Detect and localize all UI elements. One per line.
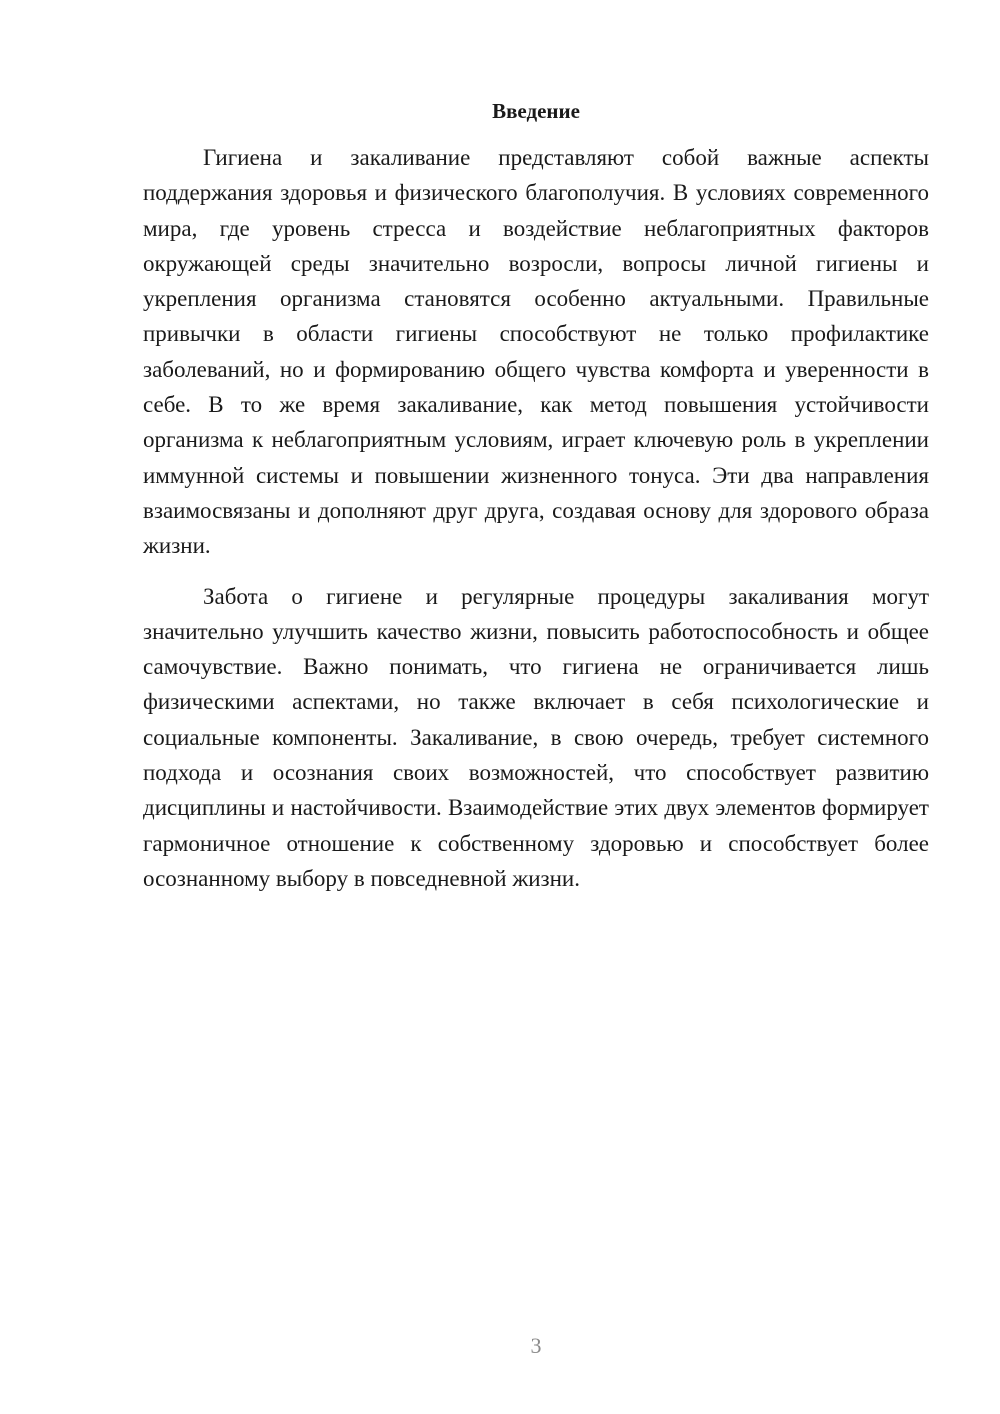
section-title: Введение <box>492 99 580 123</box>
page-number: 3 <box>530 1333 542 1358</box>
paragraph-2: Забота о гигиене и регулярные процедуры закаливания могут значительно улучшить качество жизни, повысить работоспособность и общее самочувствие. Важно понимать, что гигиена не ограничивается лишь физическими аспектами, но также включает в себя психологические и социальные компоненты. Закаливание, в свою очередь, требует системного подхода и осознания своих возможностей, что способствует развитию дисциплины и настойчивости. Взаимодействие этих двух элементов формирует гармоничное отношение к собственному здоровью и способствует более осознанному выбору в повседневной жизни. <box>143 583 929 891</box>
paragraph-1: Гигиена и закаливание представляют собой важные аспекты поддержания здоровья и физического благополучия. В условиях современного мира, где уровень стресса и воздействие неблагоприятных факторов окружающей среды значительно возросли, вопросы личной гигиены и укрепления организма становятся особенно актуальными. Правильные привычки в области гигиены способствуют не только профилактике заболеваний, но и формированию общего чувства комфорта и уверенности в себе. В то же время закаливание, как метод повышения устойчивости организма к неблагоприятным условиям, играет ключевую роль в укреплении иммунной системы и повышении жизненного тонуса. Эти два направления взаимосвязаны и дополняют друг друга, создавая основу для здорового образа жизни. <box>143 145 929 559</box>
page-content <box>143 96 929 896</box>
